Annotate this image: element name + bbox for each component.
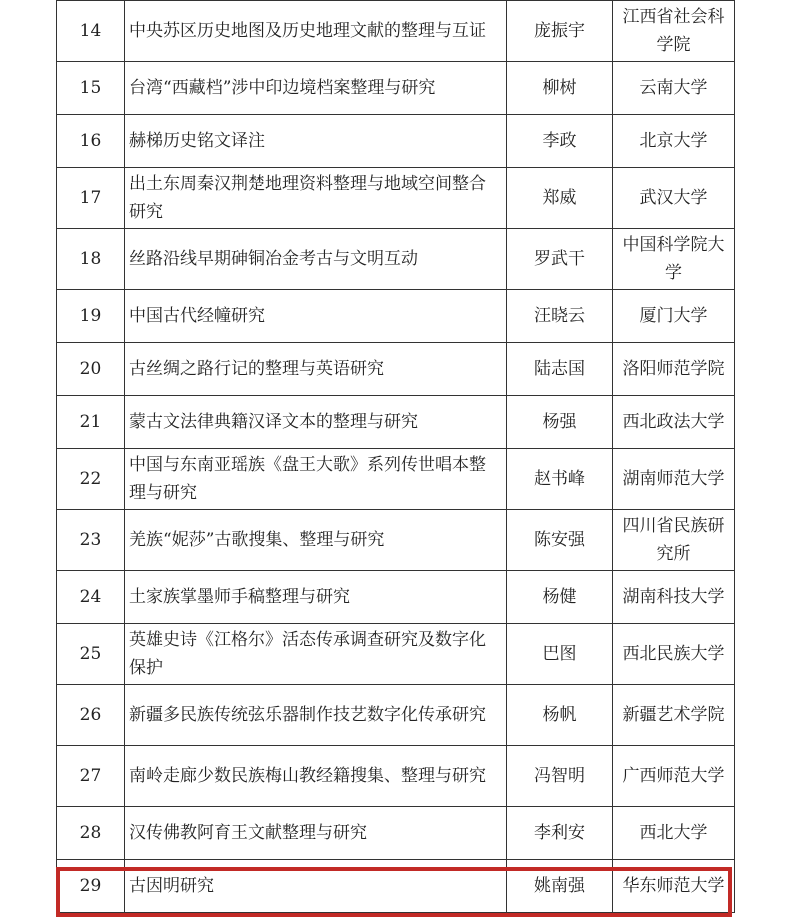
project-title: 土家族掌墨师手稿整理与研究 — [125, 571, 507, 624]
institution: 武汉大学 — [613, 168, 735, 229]
row-number: 17 — [57, 168, 125, 229]
project-leader: 杨健 — [507, 571, 613, 624]
project-leader: 陈安强 — [507, 510, 613, 571]
table-row — [57, 624, 735, 685]
institution: 湖南科技大学 — [613, 571, 735, 624]
row-number: 27 — [57, 746, 125, 807]
row-number: 14 — [57, 1, 125, 62]
table-row — [57, 746, 735, 807]
project-leader: 冯智明 — [507, 746, 613, 807]
table-row — [57, 510, 735, 571]
table-row — [57, 685, 735, 746]
institution: 西北民族大学 — [613, 624, 735, 685]
project-leader: 李利安 — [507, 807, 613, 860]
institution: 江西省社会科学院 — [613, 1, 735, 62]
project-title: 英雄史诗《江格尔》活态传承调查研究及数字化保护 — [125, 624, 507, 685]
project-leader: 李政 — [507, 115, 613, 168]
project-title: 中央苏区历史地图及历史地理文献的整理与互证 — [125, 1, 507, 62]
row-number: 20 — [57, 343, 125, 396]
row-number: 15 — [57, 62, 125, 115]
row-number: 22 — [57, 449, 125, 510]
project-list-table — [56, 0, 735, 913]
institution: 厦门大学 — [613, 290, 735, 343]
institution: 洛阳师范学院 — [613, 343, 735, 396]
institution: 四川省民族研究所 — [613, 510, 735, 571]
project-leader: 郑威 — [507, 168, 613, 229]
institution: 西北大学 — [613, 807, 735, 860]
table-row — [57, 571, 735, 624]
project-title: 台湾“西藏档”涉中印边境档案整理与研究 — [125, 62, 507, 115]
row-number: 21 — [57, 396, 125, 449]
institution: 西北政法大学 — [613, 396, 735, 449]
project-leader: 杨帆 — [507, 685, 613, 746]
table-row — [57, 807, 735, 860]
project-title: 古因明研究 — [125, 860, 507, 913]
row-number: 26 — [57, 685, 125, 746]
row-number: 23 — [57, 510, 125, 571]
table-row — [57, 396, 735, 449]
table-row — [57, 343, 735, 396]
project-title: 中国与东南亚瑶族《盘王大歌》系列传世唱本整理与研究 — [125, 449, 507, 510]
row-number: 25 — [57, 624, 125, 685]
table-row — [57, 229, 735, 290]
project-title: 羌族“妮莎”古歌搜集、整理与研究 — [125, 510, 507, 571]
project-title: 丝路沿线早期砷铜冶金考古与文明互动 — [125, 229, 507, 290]
institution: 新疆艺术学院 — [613, 685, 735, 746]
project-title: 新疆多民族传统弦乐器制作技艺数字化传承研究 — [125, 685, 507, 746]
table-row — [57, 1, 735, 62]
project-leader: 柳树 — [507, 62, 613, 115]
project-leader: 庞振宇 — [507, 1, 613, 62]
project-leader: 姚南强 — [507, 860, 613, 913]
project-title: 出土东周秦汉荆楚地理资料整理与地域空间整合研究 — [125, 168, 507, 229]
institution: 云南大学 — [613, 62, 735, 115]
project-title: 蒙古文法律典籍汉译文本的整理与研究 — [125, 396, 507, 449]
table-row-highlighted — [57, 860, 735, 913]
table-row — [57, 449, 735, 510]
row-number: 18 — [57, 229, 125, 290]
project-title: 赫梯历史铭文译注 — [125, 115, 507, 168]
project-title: 古丝绸之路行记的整理与英语研究 — [125, 343, 507, 396]
project-leader: 巴图 — [507, 624, 613, 685]
institution: 广西师范大学 — [613, 746, 735, 807]
row-number: 24 — [57, 571, 125, 624]
institution: 华东师范大学 — [613, 860, 735, 913]
table-row — [57, 62, 735, 115]
institution: 中国科学院大学 — [613, 229, 735, 290]
project-leader: 罗武干 — [507, 229, 613, 290]
project-title: 南岭走廊少数民族梅山教经籍搜集、整理与研究 — [125, 746, 507, 807]
project-leader: 杨强 — [507, 396, 613, 449]
table-row — [57, 115, 735, 168]
project-leader: 赵书峰 — [507, 449, 613, 510]
project-leader: 汪晓云 — [507, 290, 613, 343]
project-title: 汉传佛教阿育王文献整理与研究 — [125, 807, 507, 860]
project-list-table-wrapper — [56, 0, 734, 913]
project-leader: 陆志国 — [507, 343, 613, 396]
row-number: 29 — [57, 860, 125, 913]
row-number: 28 — [57, 807, 125, 860]
table-row — [57, 290, 735, 343]
project-title: 中国古代经幢研究 — [125, 290, 507, 343]
institution: 湖南师范大学 — [613, 449, 735, 510]
institution: 北京大学 — [613, 115, 735, 168]
table-row — [57, 168, 735, 229]
row-number: 16 — [57, 115, 125, 168]
row-number: 19 — [57, 290, 125, 343]
